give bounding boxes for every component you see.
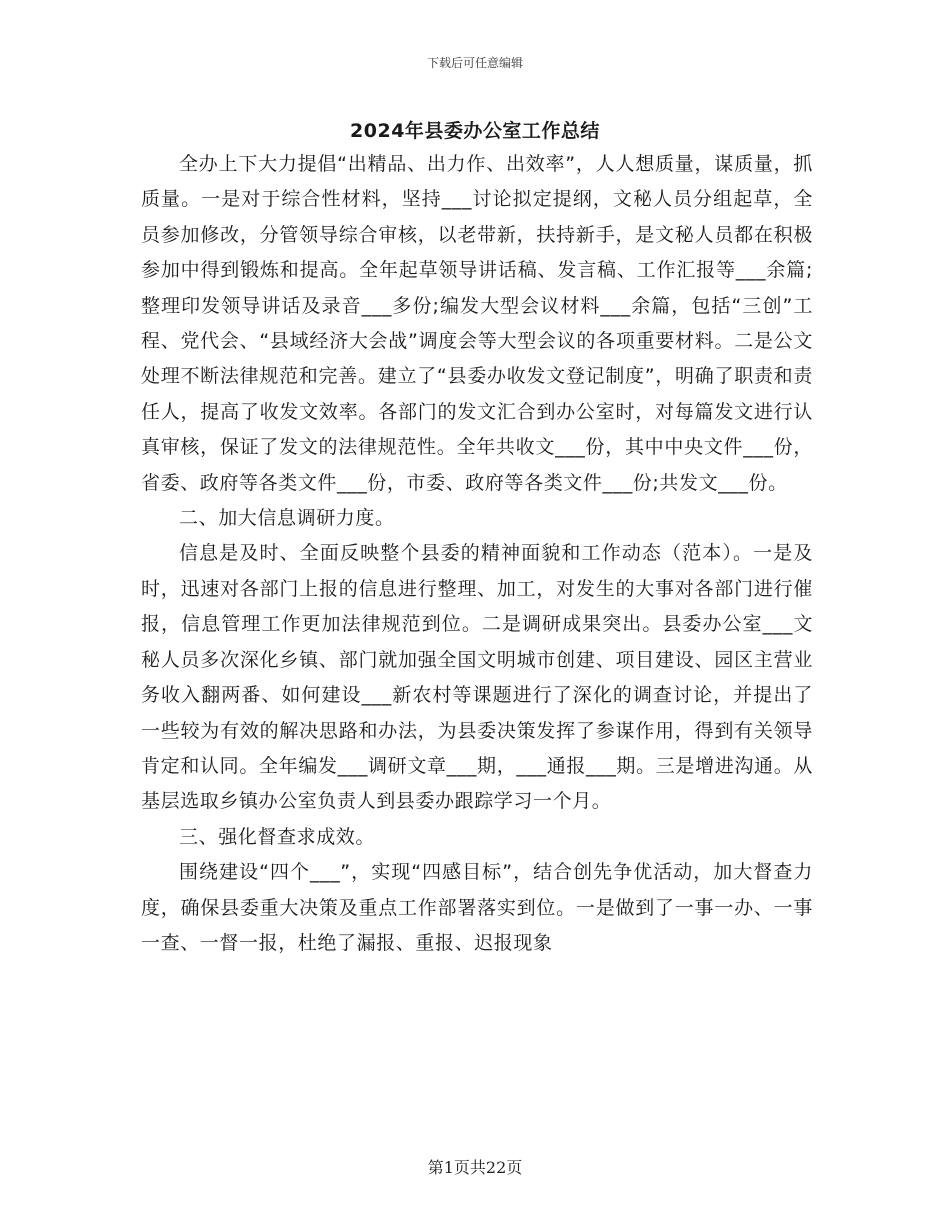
paragraph-2: 信息是及时、全面反映整个县委的精神面貌和工作动态（范本）。一是及时，迅速对各部门上报的信息进行整理、加工，对发生的大事对各部门进行催报，信息管理工作更加法律规范到位。二是调研成果突出。县委办公室___文秘人员多次深化乡镇、部门就加强全国文明城市创建、项目建设、园区主营业务收入翻两番、如何建设___新农村等课题进行了深化的调查讨论，并提出了一些较为有效的解决思路和办法，为县委决策发挥了参谋作用，得到有关领导肯定和认同。全年编发___调研文章___期，___通报___期。三是增进沟通。从基层选取乡镇办公室负责人到县委办跟踪学习一个月。 (141, 542, 813, 813)
document-title: 2024年县委办公室工作总结 (350, 120, 600, 142)
header-note: 下载后可任意编辑 (426, 56, 523, 70)
document-body (141, 147, 813, 961)
section-heading-3: 三、强化督查求成效。 (179, 825, 376, 848)
page-number: 第1页共22页 (427, 1158, 523, 1177)
section-heading-2: 二、加大信息调研力度。 (179, 507, 395, 530)
paragraph-1: 全办上下大力提倡“出精品、出力作、出效率”，人人想质量，谋质量，抓质量。一是对于综合性材料，坚持___讨论拟定提纲，文秘人员分组起草，全员参加修改，分管领导综合审核，以老带新，扶持新手，是文秘人员都在积极参加中得到锻炼和提高。全年起草领导讲话稿、发言稿、工作汇报等___余篇;整理印发领导讲话及录音___多份;编发大型会议材料___余篇，包括“三创”工程、党代会、“县域经济大会战”调度会等大型会议的各项重要材料。二是公文处理不断法律规范和完善。建立了“县委办收发文登记制度”，明确了职责和责任人，提高了收发文效率。各部门的发文汇合到办公室时，对每篇发文进行认真审核，保证了发文的法律规范性。全年共收文___份，其中中央文件___份，省委、政府等各类文件___份，市委、政府等各类文件___份;共发文___份。 (141, 153, 813, 494)
paragraph-3: 围绕建设“四个___”，实现“四感目标”，结合创先争优活动，加大督查力度，确保县委重大决策及重点工作部署落实到位。一是做到了一事一办、一事一查、一督一报，杜绝了漏报、重报、迟报现象 (141, 861, 813, 954)
